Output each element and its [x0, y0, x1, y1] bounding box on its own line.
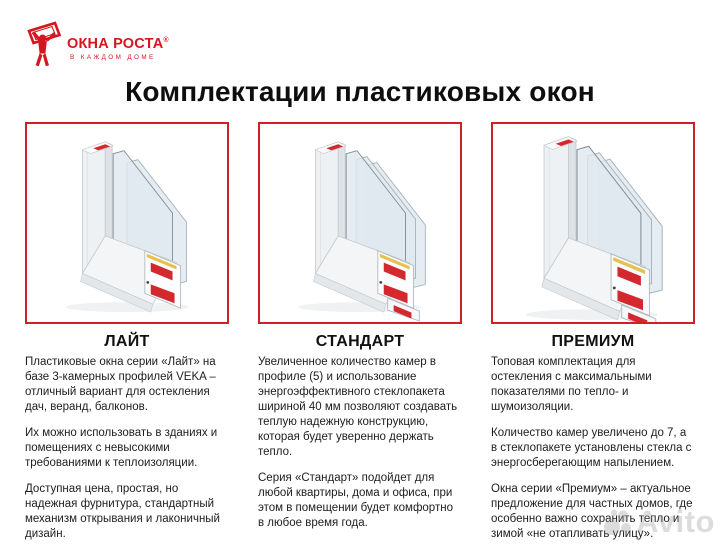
option-paragraph: Окна серии «Премиум» – актуальное предложение для частных домов, где особенно важно сохранить тепло и зимой «не отапливать улицу». [491, 483, 693, 540]
logo-tagline: В КАЖДОМ ДОМЕ [70, 53, 156, 61]
okna-rosta-logo [20, 20, 169, 68]
option-card-premium [491, 122, 695, 553]
option-title: ПРЕМИУМ [551, 333, 635, 350]
logo-text [67, 37, 169, 61]
option-title: ЛАЙТ [104, 333, 150, 350]
window-corner-cutaway-illustration [260, 124, 460, 322]
avito-watermark-label: Avito [636, 504, 715, 539]
option-paragraph: Пластиковые окна серии «Лайт» на базе 3-камерных профилей VEKA – отличный вариант для остекления дач, веранд, балконов. [25, 356, 216, 413]
option-paragraph: Количество камер увеличено до 7, а в стеклопакете установлены стекла с энергосберегающим напылением. [491, 427, 692, 469]
logo-person-with-window-icon [20, 20, 66, 68]
option-title: СТАНДАРТ [315, 333, 405, 350]
option-paragraph: Топовая комплектация для остекления с максимальными показателями по тепло- и шумоизоляции. [491, 356, 652, 413]
options-row [25, 122, 695, 553]
logo-brand: ОКНА РОСТА® [67, 36, 169, 52]
option-paragraph: Увеличенное количество камер в профиле (5) и использование энергоэффективного стеклопакета шириной 40 мм позволяют создавать теплую надежную конструкцию, которая будет уверенно держать тепло. [258, 356, 458, 458]
window-profile-image [491, 122, 695, 324]
option-card-light [25, 122, 229, 553]
option-paragraph: Доступная цена, простая, но надежная фурнитура, стандартный механизм открывания и лаконичный дизайн. [25, 483, 220, 540]
option-paragraph: Серия «Стандарт» подойдет для любой квартиры, дома и офиса, при этом в помещении будет комфортно в любое время года. [258, 472, 453, 529]
option-card-standard [258, 122, 462, 553]
window-corner-cutaway-illustration [27, 124, 227, 322]
window-profile-image [25, 122, 229, 324]
page-title: Комплектации пластиковых окон [125, 76, 595, 107]
option-paragraph: Их можно использовать в зданиях и помещениях с невысокими требованиями к теплоизоляции. [25, 427, 218, 469]
window-profile-image [258, 122, 462, 324]
window-corner-cutaway-illustration [493, 124, 693, 322]
registered-mark: ® [163, 37, 169, 44]
